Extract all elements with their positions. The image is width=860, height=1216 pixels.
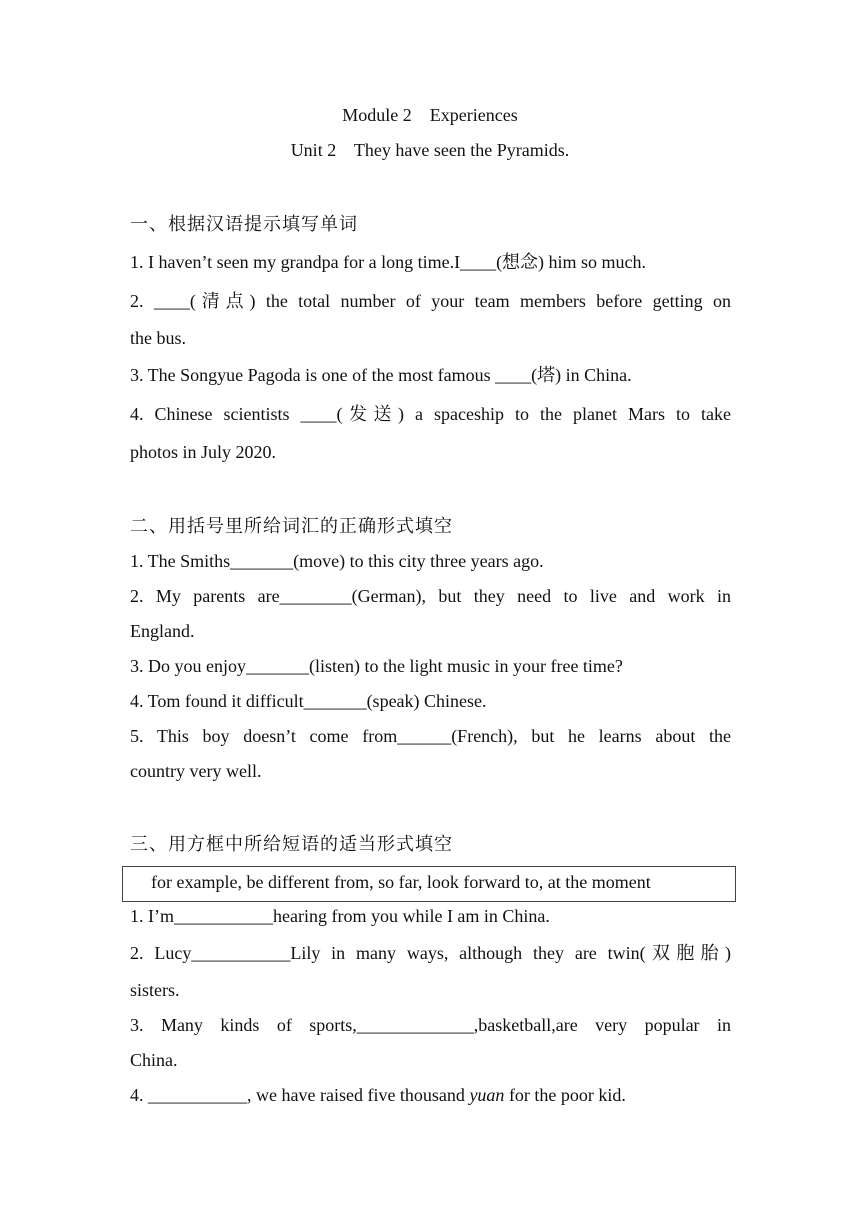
section3-item-4-italic: yuan	[469, 1085, 505, 1105]
section2-item-5-cont: country very well.	[130, 761, 262, 781]
unit-title: Unit 2 They have seen the Pyramids.	[290, 140, 570, 160]
section3-heading: 三、用方框中所给短语的适当形式填空	[130, 834, 453, 855]
section1-item-2-cont: the bus.	[130, 328, 186, 348]
section3-item-4	[130, 1084, 731, 1106]
section1-item-1: 1. I haven’t seen my grandpa for a long time.I____(想念) him so much.	[130, 252, 647, 272]
section2-heading: 二、用括号里所给词汇的正确形式填空	[130, 516, 453, 537]
section2-item-1: 1. The Smiths_______(move) to this city three years ago.	[130, 551, 544, 571]
section3-item-4-before: 4. ___________, we have raised five thousand	[130, 1085, 470, 1105]
section3-item-3: 3. Many kinds of sports,_____________,basketball,are very popular in	[130, 1015, 731, 1035]
section3-item-3-cont: China.	[130, 1050, 178, 1070]
module-title: Module 2 Experiences	[342, 105, 518, 125]
section1-item-4: 4. Chinese scientists ____(发送) a spaceship to the planet Mars to take	[130, 404, 731, 424]
section1-item-2: 2. ____(清点) the total number of your team members before getting on	[130, 291, 731, 311]
section2-item-2: 2. My parents are________(German), but they need to live and work in	[130, 586, 731, 606]
phrase-box	[122, 866, 736, 902]
section3-item-2: 2. Lucy___________Lily in many ways, although they are twin(双胞胎)	[130, 943, 731, 963]
section2-item-4: 4. Tom found it difficult_______(speak) Chinese.	[130, 691, 487, 711]
section2-item-3: 3. Do you enjoy_______(listen) to the light music in your free time?	[130, 656, 623, 676]
section1-item-3: 3. The Songyue Pagoda is one of the most famous ____(塔) in China.	[130, 365, 632, 385]
section1-item-4-cont: photos in July 2020.	[130, 442, 277, 462]
section2-item-2-cont: England.	[130, 621, 195, 641]
section3-item-2-cont: sisters.	[130, 980, 180, 1000]
section2-item-5: 5. This boy doesn’t come from______(French), but he learns about the	[130, 726, 731, 746]
section3-item-4-after: for the poor kid.	[504, 1085, 626, 1105]
section1-heading: 一、根据汉语提示填写单词	[130, 214, 358, 235]
phrase-box-text: for example, be different from, so far, look forward to, at the moment	[151, 872, 651, 892]
section3-item-1: 1. I’m___________hearing from you while I am in China.	[130, 906, 550, 926]
